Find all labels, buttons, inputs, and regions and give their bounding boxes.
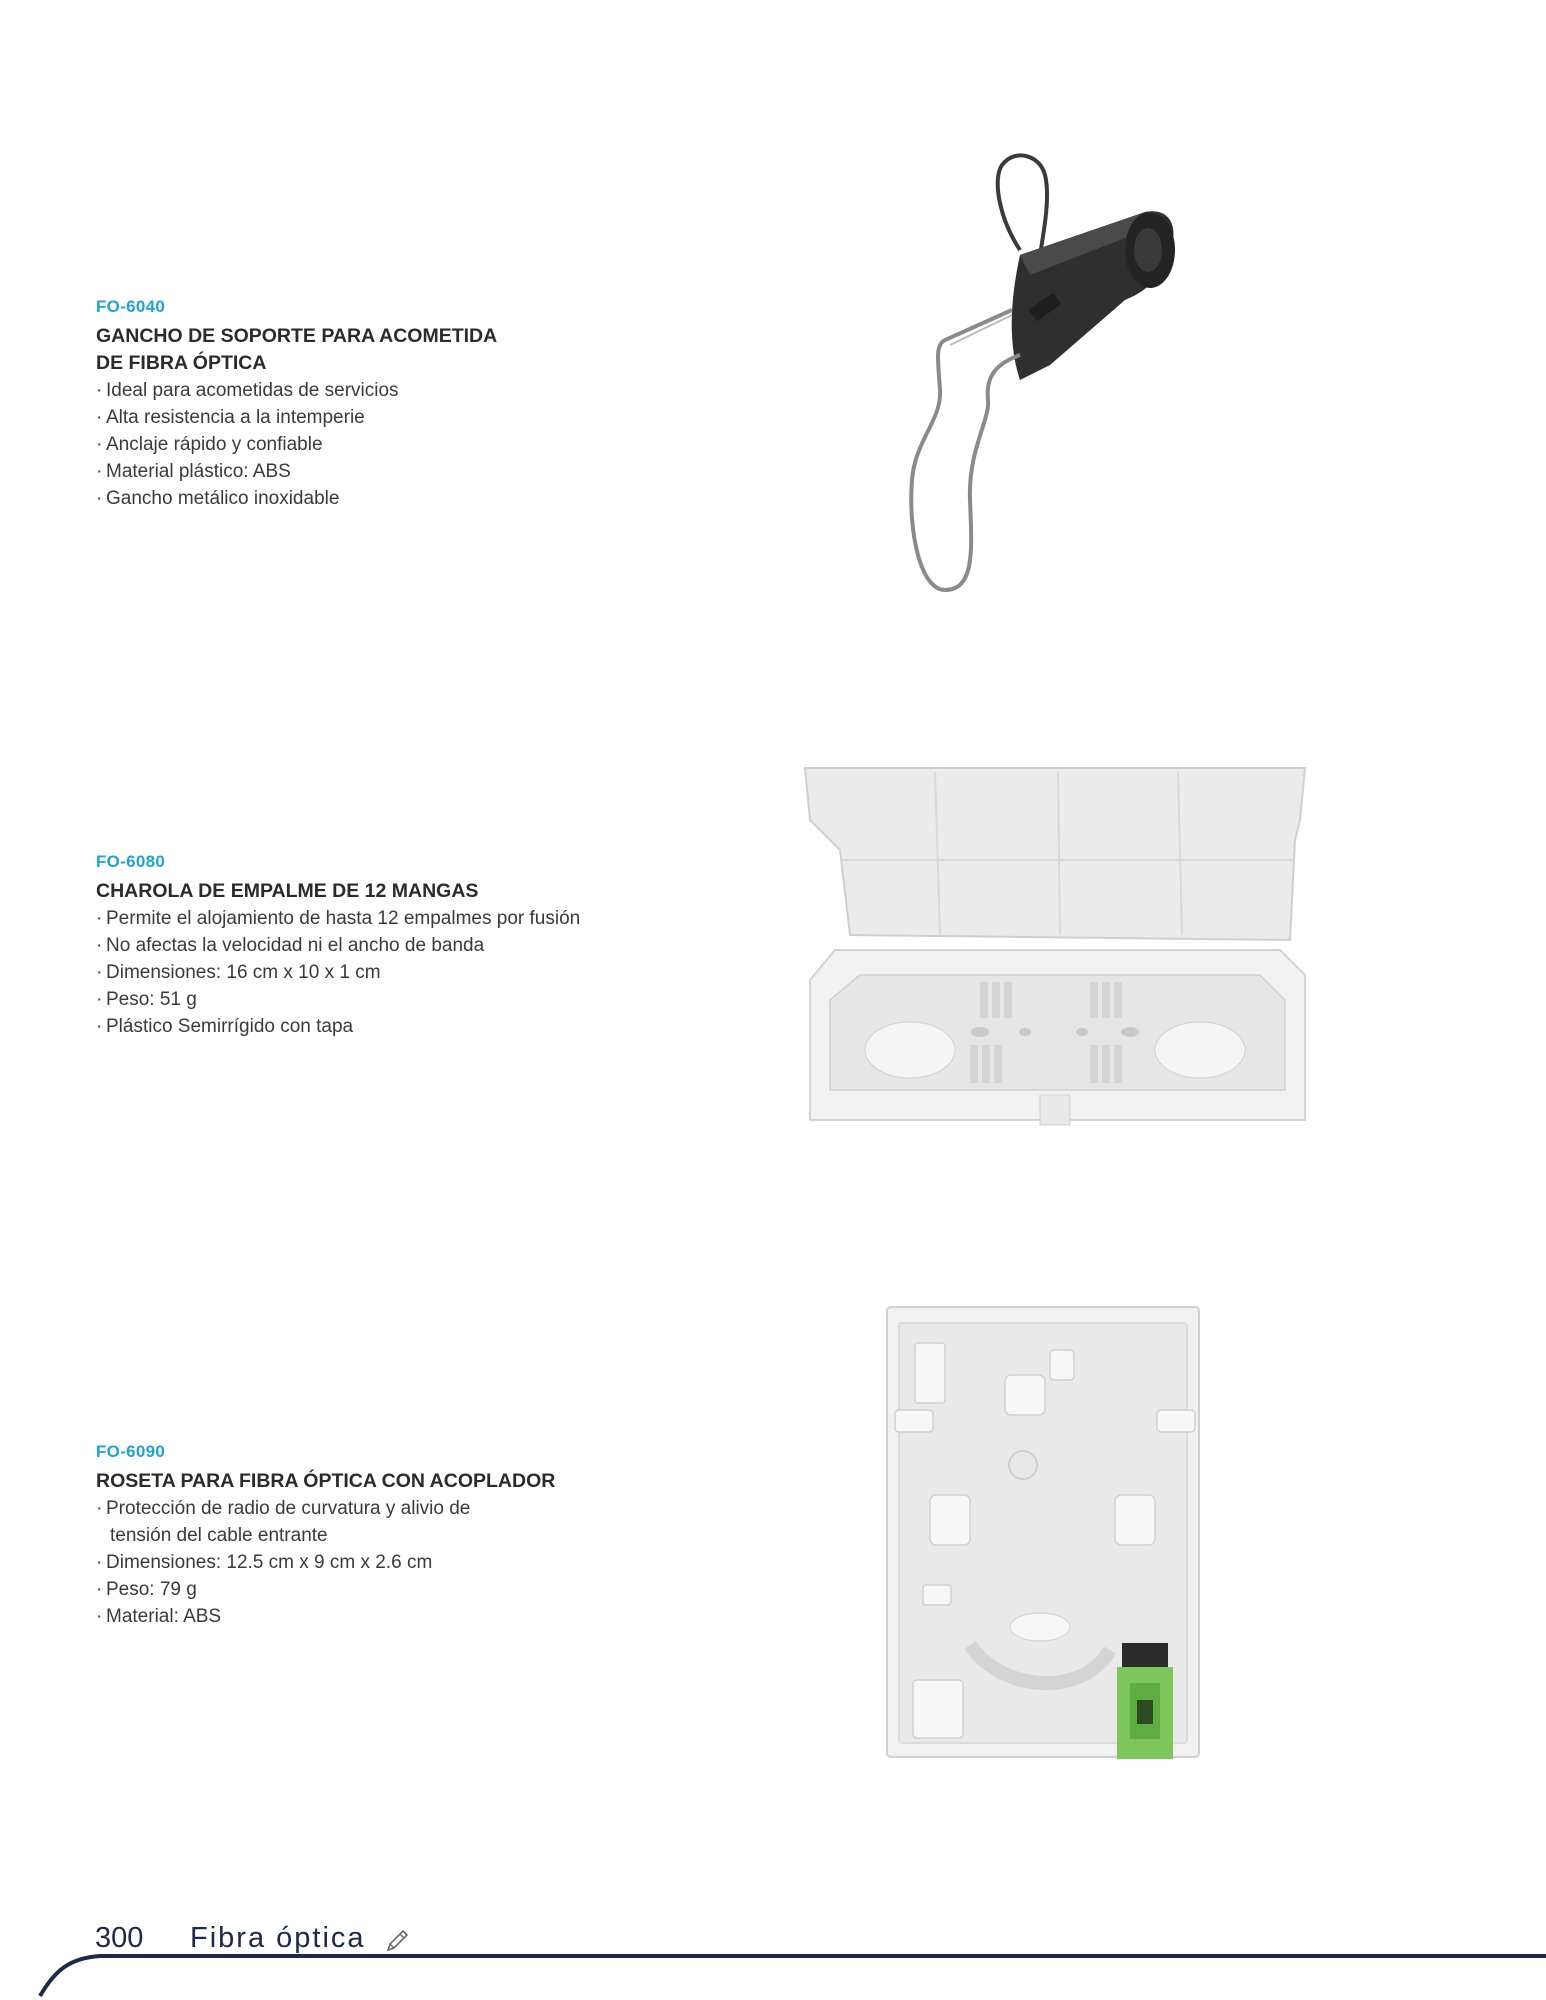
product-code: FO-6080 xyxy=(96,852,166,871)
fiber-outlet-box-image xyxy=(885,1305,1205,1765)
feature-item: · Protección de radio de curvatura y alivio de xyxy=(96,1495,716,1522)
product-fo-6040 xyxy=(96,297,716,512)
feature-item-continuation: tensión del cable entrante xyxy=(110,1525,328,1546)
feature-item: · Ideal para acometidas de servicios xyxy=(96,377,716,404)
feature-item: · Plástico Semirrígido con tapa xyxy=(96,1013,716,1040)
feature-list xyxy=(96,905,716,1040)
feature-item: · Peso: 51 g xyxy=(96,986,716,1013)
footer-rule xyxy=(0,1950,1546,2000)
feature-item: · Dimensiones: 12.5 cm x 9 cm x 2.6 cm xyxy=(96,1549,716,1576)
product-code: FO-6090 xyxy=(96,1442,166,1461)
feature-item: · Peso: 79 g xyxy=(96,1576,716,1603)
drop-hook-image xyxy=(880,150,1220,600)
feature-item: · Gancho metálico inoxidable xyxy=(96,485,716,512)
product-code: FO-6040 xyxy=(96,297,166,316)
product-title-line: GANCHO DE SOPORTE PARA ACOMETIDA xyxy=(96,325,498,347)
feature-item: · Anclaje rápido y confiable xyxy=(96,431,716,458)
page-number: 300 xyxy=(95,1922,144,1954)
feature-list xyxy=(96,377,716,512)
feature-item: · Permite el alojamiento de hasta 12 empalmes por fusión xyxy=(96,905,716,932)
feature-item: · Material plástico: ABS xyxy=(96,458,716,485)
product-title-line: DE FIBRA ÓPTICA xyxy=(96,352,267,374)
splice-tray-image xyxy=(800,760,1310,1140)
product-fo-6080 xyxy=(96,852,716,1040)
feature-list xyxy=(96,1495,716,1630)
product-fo-6090 xyxy=(96,1442,716,1630)
feature-item: · No afectas la velocidad ni el ancho de banda xyxy=(96,932,716,959)
feature-item: · Dimensiones: 16 cm x 10 x 1 cm xyxy=(96,959,716,986)
product-title-line: CHAROLA DE EMPALME DE 12 MANGAS xyxy=(96,880,479,902)
feature-item: · Material: ABS xyxy=(96,1603,716,1630)
section-title: Fibra óptica xyxy=(190,1922,366,1954)
product-title-line: ROSETA PARA FIBRA ÓPTICA CON ACOPLADOR xyxy=(96,1470,556,1492)
feature-item: · Alta resistencia a la intemperie xyxy=(96,404,716,431)
